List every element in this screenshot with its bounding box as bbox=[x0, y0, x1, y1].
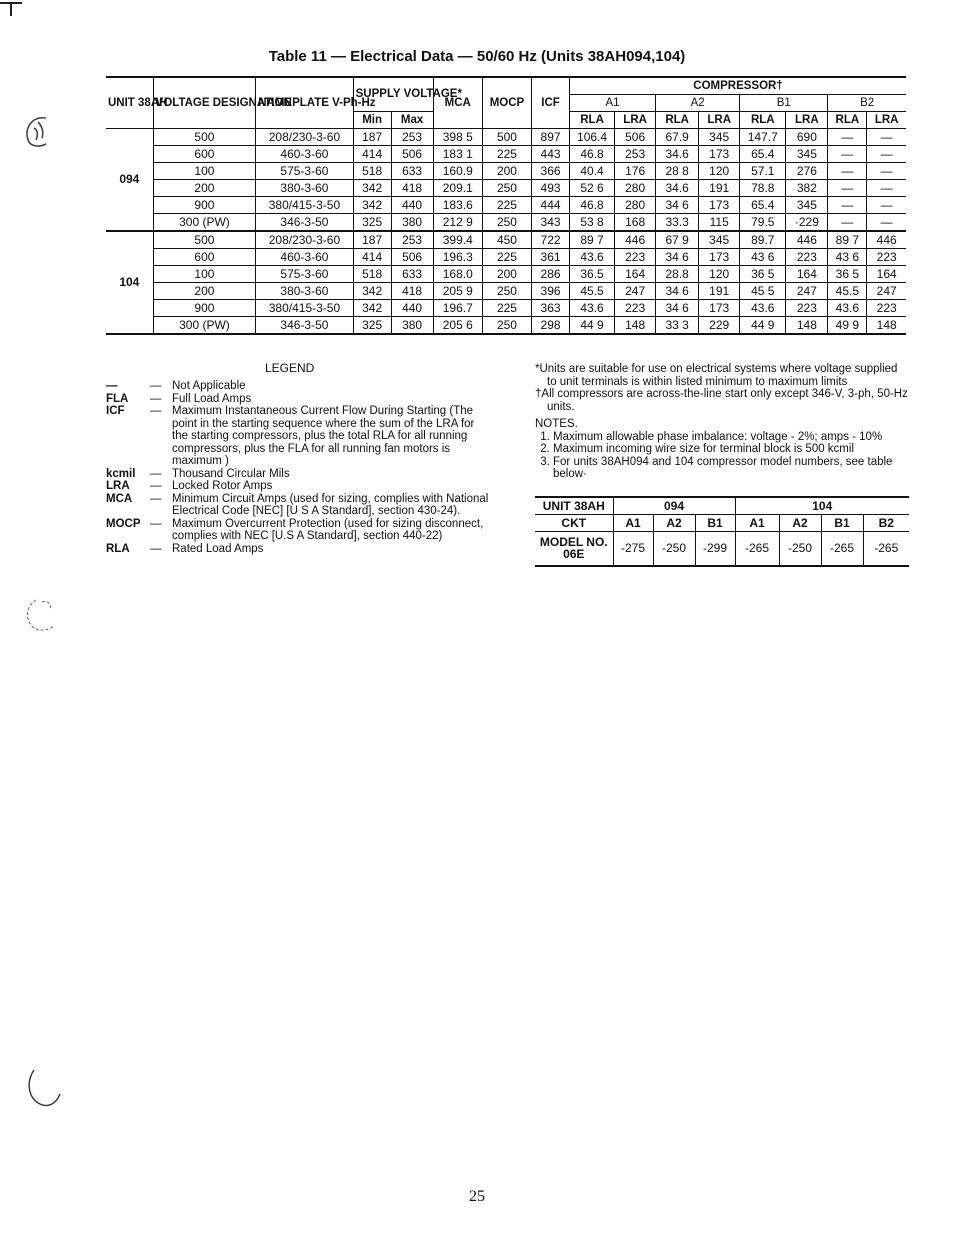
table-cell: 34 6 bbox=[656, 197, 699, 214]
table-cell: 250 bbox=[482, 283, 531, 300]
header-icf: ICF bbox=[532, 77, 570, 129]
table-row bbox=[106, 129, 906, 146]
table-cell: 164 bbox=[867, 266, 906, 283]
header-a2: A2 bbox=[656, 95, 740, 112]
table-cell: 518 bbox=[353, 266, 391, 283]
table-cell: 120 bbox=[699, 266, 740, 283]
table-cell: 200 bbox=[482, 163, 531, 180]
legend-abbr: ICF bbox=[106, 405, 125, 417]
table-cell: 36 5 bbox=[828, 266, 867, 283]
table-cell: 345 bbox=[699, 231, 740, 249]
model-ckt-cell: B1 bbox=[695, 515, 735, 532]
header-b2: B2 bbox=[828, 95, 906, 112]
table-cell: 168 bbox=[615, 214, 656, 232]
table-cell: 212 9 bbox=[433, 214, 482, 232]
legend-dash: — bbox=[150, 467, 162, 480]
table-cell: 200 bbox=[153, 283, 256, 300]
footnote-compressor-start: †All compressors are across-the-line start only except 346-V, 3-ph, 50-Hz units. bbox=[535, 388, 908, 413]
table-cell: 36.5 bbox=[570, 266, 615, 283]
table-cell: 45.5 bbox=[828, 283, 867, 300]
model-header-unit: UNIT 38AH bbox=[535, 497, 613, 515]
table-cell: 345 bbox=[699, 129, 740, 146]
table-cell: 65.4 bbox=[740, 146, 786, 163]
table-cell: 380-3-60 bbox=[256, 180, 353, 197]
table-cell: 253 bbox=[391, 231, 433, 249]
header-b1: B1 bbox=[740, 95, 828, 112]
model-header-ckt: CKT bbox=[535, 515, 613, 532]
table-cell: 34.6 bbox=[656, 180, 699, 197]
model-number-cell: -275 bbox=[613, 532, 653, 566]
table-cell: 173 bbox=[699, 146, 740, 163]
table-cell: 346-3-50 bbox=[256, 317, 353, 335]
table-cell: 43.6 bbox=[570, 300, 615, 317]
header-supply-voltage: SUPPLY VOLTAGE* bbox=[353, 77, 433, 112]
legend-abbr: — bbox=[106, 380, 118, 392]
table-cell: 342 bbox=[353, 283, 391, 300]
table-cell: 363 bbox=[532, 300, 570, 317]
table-row bbox=[106, 283, 906, 300]
table-cell: 43 6 bbox=[740, 249, 786, 266]
table-cell: 205 9 bbox=[433, 283, 482, 300]
table-cell: 506 bbox=[615, 129, 656, 146]
table-cell: 200 bbox=[153, 180, 256, 197]
table-cell: 115 bbox=[699, 214, 740, 232]
table-cell: 600 bbox=[153, 146, 256, 163]
table-cell: 45.5 bbox=[570, 283, 615, 300]
table-cell: 34.6 bbox=[656, 146, 699, 163]
model-number-cell: -265 bbox=[735, 532, 779, 566]
table-cell: 380 bbox=[391, 317, 433, 335]
legend-text: Minimum Circuit Amps (used for sizing, complies with National Electrical Code [NEC] [U S A Standard], section 430-24). bbox=[172, 492, 489, 517]
legend-text: Rated Load Amps bbox=[172, 542, 264, 555]
table-cell: 298 bbox=[532, 317, 570, 335]
table-cell: 173 bbox=[699, 249, 740, 266]
legend-dash: — bbox=[150, 542, 162, 555]
table-cell: 28.8 bbox=[656, 266, 699, 283]
table-cell: 325 bbox=[353, 214, 391, 232]
header-a1: A1 bbox=[570, 95, 656, 112]
table-cell: 223 bbox=[615, 300, 656, 317]
table-cell: 49 9 bbox=[828, 317, 867, 335]
table-cell: 399.4 bbox=[433, 231, 482, 249]
table-row bbox=[106, 163, 906, 180]
legend-abbr: RLA bbox=[106, 542, 130, 555]
table-cell: — bbox=[828, 163, 867, 180]
table-cell: — bbox=[828, 180, 867, 197]
legend-text: Not Applicable bbox=[172, 380, 246, 392]
table-cell: 89 7 bbox=[828, 231, 867, 249]
table-cell: 450 bbox=[482, 231, 531, 249]
binder-hole-smudge-icon bbox=[22, 1064, 66, 1112]
binder-hole-smudge-icon bbox=[18, 592, 62, 636]
model-ckt-cell: A2 bbox=[779, 515, 821, 532]
table-cell: 28 8 bbox=[656, 163, 699, 180]
table-cell: 500 bbox=[153, 231, 256, 249]
table-row bbox=[106, 266, 906, 283]
table-cell: 148 bbox=[786, 317, 828, 335]
table-cell: 440 bbox=[391, 197, 433, 214]
table-cell: 300 (PW) bbox=[153, 317, 256, 335]
table-cell: 187 bbox=[353, 231, 391, 249]
table-row bbox=[106, 249, 906, 266]
table-cell: 398 5 bbox=[433, 129, 482, 146]
legend-dash: — bbox=[150, 405, 162, 417]
model-header-104: 104 bbox=[735, 497, 909, 515]
table-cell: 575-3-60 bbox=[256, 163, 353, 180]
header-max: Max bbox=[391, 112, 433, 129]
table-cell: 44 9 bbox=[740, 317, 786, 335]
legend-item bbox=[106, 393, 490, 406]
table-cell: 148 bbox=[867, 317, 906, 335]
notes-list bbox=[535, 431, 909, 481]
model-header-094: 094 bbox=[613, 497, 735, 515]
legend-abbr: FLA bbox=[106, 392, 129, 405]
table-cell: 43.6 bbox=[740, 300, 786, 317]
legend-dash: — bbox=[150, 392, 162, 405]
table-cell: 900 bbox=[153, 197, 256, 214]
table-cell: 280 bbox=[615, 180, 656, 197]
table-cell: 225 bbox=[482, 146, 531, 163]
header-compressor: COMPRESSOR† bbox=[570, 77, 907, 95]
table-cell: 89 7 bbox=[570, 231, 615, 249]
model-number-cell: -250 bbox=[779, 532, 821, 566]
table-row bbox=[106, 146, 906, 163]
table-cell: 44 9 bbox=[570, 317, 615, 335]
model-ckt-cell: A1 bbox=[735, 515, 779, 532]
model-number-cell: -299 bbox=[695, 532, 735, 566]
notes-block bbox=[535, 363, 909, 481]
table-cell: 345 bbox=[786, 146, 828, 163]
table-cell: 160.9 bbox=[433, 163, 482, 180]
table-cell: 34 6 bbox=[656, 300, 699, 317]
table-cell: 440 bbox=[391, 300, 433, 317]
table-cell: 444 bbox=[532, 197, 570, 214]
page-number: 25 bbox=[469, 1188, 485, 1205]
table-cell: 361 bbox=[532, 249, 570, 266]
header-rla: RLA bbox=[656, 112, 699, 129]
table-cell: 446 bbox=[786, 231, 828, 249]
table-cell: 418 bbox=[391, 180, 433, 197]
table-cell: 250 bbox=[482, 214, 531, 232]
table-cell: — bbox=[828, 129, 867, 146]
table-cell: 346-3-50 bbox=[256, 214, 353, 232]
table-cell: 89.7 bbox=[740, 231, 786, 249]
table-cell: 65.4 bbox=[740, 197, 786, 214]
table-cell: 43.6 bbox=[828, 300, 867, 317]
header-lra: LRA bbox=[615, 112, 656, 129]
table-cell: 57.1 bbox=[740, 163, 786, 180]
table-cell: 208/230-3-60 bbox=[256, 231, 353, 249]
legend-item bbox=[106, 480, 490, 493]
table-cell: 460-3-60 bbox=[256, 146, 353, 163]
legend-item bbox=[106, 543, 490, 556]
header-unit: UNIT 38AH bbox=[106, 77, 153, 129]
table-cell: — bbox=[828, 197, 867, 214]
table-cell: 253 bbox=[615, 146, 656, 163]
header-mocp: MOCP bbox=[482, 77, 531, 129]
electrical-data-table bbox=[106, 76, 906, 335]
legend-text: Thousand Circular Mils bbox=[172, 467, 290, 480]
compressor-model-table bbox=[535, 496, 909, 567]
header-lra: LRA bbox=[786, 112, 828, 129]
table-cell: 225 bbox=[482, 197, 531, 214]
table-cell: 191 bbox=[699, 283, 740, 300]
footnote-supply-voltage: *Units are suitable for use on electrical systems where voltage supplied to unit terminals is within listed minimum to maximum limits bbox=[535, 363, 898, 388]
table-row bbox=[106, 231, 906, 249]
table-cell: 253 bbox=[391, 129, 433, 146]
table-cell: 446 bbox=[615, 231, 656, 249]
table-cell: 223 bbox=[786, 249, 828, 266]
table-cell: 229 bbox=[699, 317, 740, 335]
table-cell: 223 bbox=[615, 249, 656, 266]
table-cell: 205 6 bbox=[433, 317, 482, 335]
model-ckt-cell: A1 bbox=[613, 515, 653, 532]
legend-text: Locked Rotor Amps bbox=[172, 480, 273, 492]
table-cell: 187 bbox=[353, 129, 391, 146]
legend-abbr: LRA bbox=[106, 480, 130, 492]
table-cell: 690 bbox=[786, 129, 828, 146]
table-cell: 34 6 bbox=[656, 249, 699, 266]
table-cell: 276 bbox=[786, 163, 828, 180]
model-ckt-cell: B2 bbox=[863, 515, 909, 532]
table-cell: 67 9 bbox=[656, 231, 699, 249]
legend-abbr: kcmil bbox=[106, 467, 136, 480]
table-cell: 518 bbox=[353, 163, 391, 180]
table-cell: — bbox=[828, 146, 867, 163]
table-row bbox=[106, 300, 906, 317]
legend-text: Full Load Amps bbox=[172, 392, 252, 405]
table-cell: 120 bbox=[699, 163, 740, 180]
table-row bbox=[106, 317, 906, 335]
table-cell: 900 bbox=[153, 300, 256, 317]
header-rla: RLA bbox=[570, 112, 615, 129]
table-cell: 600 bbox=[153, 249, 256, 266]
table-cell: 380/415-3-50 bbox=[256, 300, 353, 317]
table-cell: 164 bbox=[786, 266, 828, 283]
model-number-cell: -265 bbox=[863, 532, 909, 566]
table-cell: — bbox=[828, 214, 867, 232]
table-cell: 45 5 bbox=[740, 283, 786, 300]
header-nameplate: NAMEPLATE V-Ph-Hz bbox=[256, 77, 353, 129]
table-cell: 33 3 bbox=[656, 317, 699, 335]
legend-item bbox=[106, 518, 490, 543]
legend-text: Maximum Instantaneous Current Flow During Starting (The point in the starting sequence where the sum of the LRA for the starting compressors, plus the total RLA for all running compressors, plus the FLA for all running fan motors is maximum ) bbox=[172, 405, 475, 467]
table-cell: 506 bbox=[391, 146, 433, 163]
header-min: Min bbox=[353, 112, 391, 129]
table-cell: 247 bbox=[867, 283, 906, 300]
legend-item bbox=[106, 493, 490, 518]
table-cell: 414 bbox=[353, 249, 391, 266]
table-cell: 342 bbox=[353, 197, 391, 214]
table-cell: 443 bbox=[532, 146, 570, 163]
legend-list bbox=[106, 380, 490, 555]
table-cell: 43 6 bbox=[828, 249, 867, 266]
legend-item bbox=[106, 380, 490, 393]
table-row bbox=[106, 197, 906, 214]
note-item: 1. Maximum allowable phase imbalance: voltage - 2%; amps - 10% bbox=[553, 431, 909, 444]
notes-heading: NOTES. bbox=[535, 418, 578, 430]
table-cell: 223 bbox=[867, 300, 906, 317]
model-number-cell: -265 bbox=[821, 532, 863, 566]
table-cell: 173 bbox=[699, 300, 740, 317]
legend-title: LEGEND bbox=[265, 361, 315, 375]
table-cell: 633 bbox=[391, 163, 433, 180]
table-cell: 506 bbox=[391, 249, 433, 266]
unit-cell: 104 bbox=[106, 231, 153, 334]
table-cell: 722 bbox=[532, 231, 570, 249]
table-row bbox=[106, 214, 906, 232]
table-cell: 46.8 bbox=[570, 197, 615, 214]
table-cell: 43.6 bbox=[570, 249, 615, 266]
table-cell: — bbox=[867, 146, 906, 163]
model-header-model-no: MODEL NO. 06E bbox=[535, 532, 613, 566]
table-cell: 225 bbox=[482, 300, 531, 317]
table-cell: 79.5 bbox=[740, 214, 786, 232]
table-cell: 380 bbox=[391, 214, 433, 232]
legend-dash: — bbox=[150, 492, 162, 505]
header-mca: MCA bbox=[433, 77, 482, 129]
table-cell: 200 bbox=[482, 266, 531, 283]
table-cell: — bbox=[867, 214, 906, 232]
table-cell: 247 bbox=[786, 283, 828, 300]
table-cell: 460-3-60 bbox=[256, 249, 353, 266]
legend-dash: — bbox=[150, 380, 162, 392]
table-cell: 46.8 bbox=[570, 146, 615, 163]
table-cell: 106.4 bbox=[570, 129, 615, 146]
table-cell: 325 bbox=[353, 317, 391, 335]
table-cell: 53 8 bbox=[570, 214, 615, 232]
note-item: 3. For units 38AH094 and 104 compressor model numbers, see table below· bbox=[553, 456, 909, 481]
table-cell: 300 (PW) bbox=[153, 214, 256, 232]
table-cell: 168.0 bbox=[433, 266, 482, 283]
corner-mark-icon bbox=[0, 0, 24, 20]
table-cell: 343 bbox=[532, 214, 570, 232]
table-cell: 500 bbox=[482, 129, 531, 146]
electrical-data-body bbox=[106, 129, 906, 335]
table-cell: — bbox=[867, 163, 906, 180]
table-cell: 225 bbox=[482, 249, 531, 266]
table-cell: 897 bbox=[532, 129, 570, 146]
table-cell: 196.7 bbox=[433, 300, 482, 317]
note-item: 2. Maximum incoming wire size for terminal block is 500 kcmil bbox=[553, 443, 909, 456]
legend-item bbox=[106, 405, 490, 468]
table-cell: 633 bbox=[391, 266, 433, 283]
table-cell: 223 bbox=[867, 249, 906, 266]
model-ckt-cell: A2 bbox=[653, 515, 695, 532]
table-cell: 250 bbox=[482, 317, 531, 335]
table-cell: 52 6 bbox=[570, 180, 615, 197]
table-cell: 148 bbox=[615, 317, 656, 335]
table-cell: 208/230-3-60 bbox=[256, 129, 353, 146]
table-cell: 366 bbox=[532, 163, 570, 180]
table-title: Table 11 — Electrical Data — 50/60 Hz (Units 38AH094,104) bbox=[268, 48, 686, 65]
table-cell: 286 bbox=[532, 266, 570, 283]
table-cell: 78.8 bbox=[740, 180, 786, 197]
legend-abbr: MOCP bbox=[106, 517, 141, 530]
header-rla: RLA bbox=[828, 112, 867, 129]
table-cell: 250 bbox=[482, 180, 531, 197]
table-cell: 33.3 bbox=[656, 214, 699, 232]
table-cell: 164 bbox=[615, 266, 656, 283]
table-cell: — bbox=[867, 197, 906, 214]
table-cell: 191 bbox=[699, 180, 740, 197]
header-lra: LRA bbox=[867, 112, 906, 129]
binder-hole-smudge-icon bbox=[16, 112, 60, 152]
table-cell: 67.9 bbox=[656, 129, 699, 146]
table-cell: 382 bbox=[786, 180, 828, 197]
legend-dash: — bbox=[150, 517, 162, 530]
table-cell: 575-3-60 bbox=[256, 266, 353, 283]
table-cell: 100 bbox=[153, 266, 256, 283]
legend-abbr: MCA bbox=[106, 492, 133, 505]
table-cell: 342 bbox=[353, 180, 391, 197]
table-cell: — bbox=[867, 180, 906, 197]
table-cell: 183 1 bbox=[433, 146, 482, 163]
table-cell: 247 bbox=[615, 283, 656, 300]
header-lra: LRA bbox=[699, 112, 740, 129]
header-voltage-designation: VOLTAGE DESIGNATION bbox=[153, 77, 256, 129]
header-rla: RLA bbox=[740, 112, 786, 129]
legend-dash: — bbox=[150, 480, 162, 492]
table-cell: 396 bbox=[532, 283, 570, 300]
table-cell: 418 bbox=[391, 283, 433, 300]
table-cell: 196.3 bbox=[433, 249, 482, 266]
table-cell: 147.7 bbox=[740, 129, 786, 146]
model-ckt-cell: B1 bbox=[821, 515, 863, 532]
table-cell: 209.1 bbox=[433, 180, 482, 197]
table-cell: 345 bbox=[786, 197, 828, 214]
table-cell: 342 bbox=[353, 300, 391, 317]
table-cell: — bbox=[867, 129, 906, 146]
table-cell: 500 bbox=[153, 129, 256, 146]
table-cell: 100 bbox=[153, 163, 256, 180]
table-cell: 380-3-60 bbox=[256, 283, 353, 300]
table-cell: 36 5 bbox=[740, 266, 786, 283]
table-cell: 34 6 bbox=[656, 283, 699, 300]
table-cell: 380/415-3-50 bbox=[256, 197, 353, 214]
table-cell: ·229 bbox=[786, 214, 828, 232]
table-cell: 176 bbox=[615, 163, 656, 180]
table-cell: 493 bbox=[532, 180, 570, 197]
table-cell: 223 bbox=[786, 300, 828, 317]
table-cell: 173 bbox=[699, 197, 740, 214]
table-cell: 446 bbox=[867, 231, 906, 249]
unit-cell: 094 bbox=[106, 129, 153, 232]
table-cell: 280 bbox=[615, 197, 656, 214]
model-number-cell: -250 bbox=[653, 532, 695, 566]
table-cell: 183.6 bbox=[433, 197, 482, 214]
legend-text: Maximum Overcurrent Protection (used for sizing disconnect, complies with NEC [U.S A Standard], section 440-22) bbox=[172, 517, 484, 542]
table-row bbox=[106, 180, 906, 197]
table-cell: 414 bbox=[353, 146, 391, 163]
legend-item bbox=[106, 468, 490, 481]
table-cell: 40.4 bbox=[570, 163, 615, 180]
